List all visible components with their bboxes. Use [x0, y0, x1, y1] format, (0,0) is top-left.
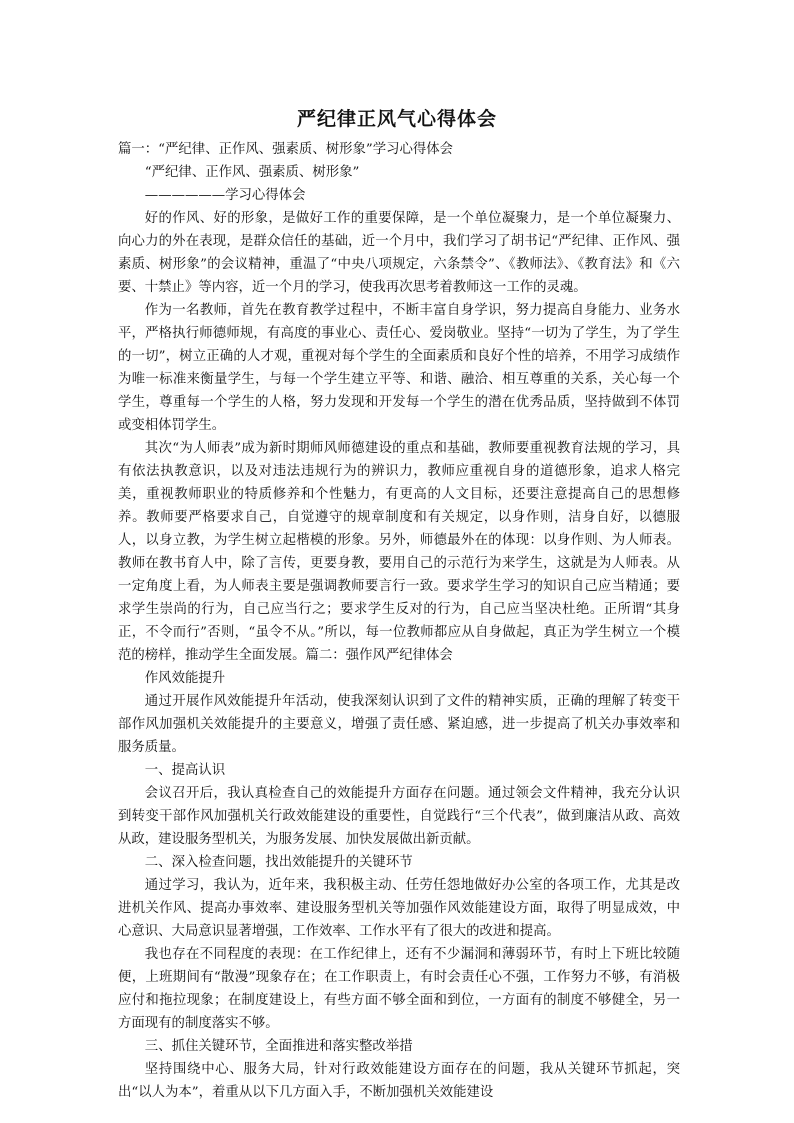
- paragraph: 通过学习，我认为，近年来，我积极主动、任劳任怨地做好办公室的各项工作，尤其是改进机关作风、提高办事效率、建设服务型机关等加强作风效能建设方面，取得了明显成效，中心意识、大局意识显著增强，工作效率、工作水平有了很大的改进和提高。: [118, 878, 680, 939]
- subtitle-dash-line: ——————学习心得体会: [144, 188, 306, 203]
- section-heading: 三、抓住关键环节，全面推进和落实整改举措: [144, 1039, 413, 1054]
- subtitle-slogan: “严纪律、正作风、强素质、树形象”: [144, 165, 360, 180]
- paragraph: 作为一名教师，首先在教育教学过程中，不断丰富自身学识，努力提高自身能力、业务水平，严格执行师德师规，有高度的事业心、责任心、爱岗敬业。坚持“一切为了学生，为了学生的一切”，树立正确的人才观，重视对每个学生的全面素质和良好个性的培养，不用学习成绩作为唯一标准来衡量学生，与每一个学生建立平等、和谐、融洽、相互尊重的关系，关心每一个学生，尊重每一个学生的人格，努力发现和开发每一个学生的潜在优秀品质，坚持做到不体罚或变相体罚学生。: [118, 303, 680, 433]
- document-body: [118, 138, 680, 1104]
- paragraph: 坚持围绕中心、服务大局，针对行政效能建设方面存在的问题，我从关键环节抓起，突出“以人为本”，着重从以下几方面入手，不断加强机关效能建设: [118, 1062, 680, 1100]
- paragraph: 通过开展作风效能提升年活动，使我深刻认识到了文件的精神实质，正确的理解了转变干部作风加强机关效能提升的主要意义，增强了责任感、紧迫感，进一步提高了机关办事效率和服务质量。: [118, 694, 680, 755]
- section-heading: 一、提高认识: [144, 763, 226, 778]
- section-heading: 作风效能提升: [144, 671, 226, 686]
- paragraph: 好的作风、好的形象，是做好工作的重要保障，是一个单位凝聚力，是一个单位凝聚力、向心力的外在表现，是群众信任的基础，近一个月中，我们学习了胡书记“严纪律、正作风、强素质、树形象”的会议精神，重温了“中央八项规定，六条禁令”、《教师法》、《教育法》和《六要、十禁止》等内容，近一个月的学习，使我再次思考着教师这一工作的灵魂。: [118, 211, 680, 295]
- page-title: 严纪律正风气心得体会: [296, 108, 497, 130]
- paragraph: 会议召开后，我认真检查自己的效能提升方面存在问题。通过领会文件精神，我充分认识到转变干部作风加强机关行政效能建设的重要性，自觉践行“三个代表”，做到廉洁从政、高效从政，建设服务型机关，为服务发展、加快发展做出新贡献。: [118, 786, 680, 847]
- section-heading: 二、深入检查问题，找出效能提升的关键环节: [144, 855, 413, 870]
- paragraph: 我也存在不同程度的表现：在工作纪律上，还有不少漏洞和薄弱环节，有时上下班比较随便，上班期间有“散漫”现象存在；在工作职责上，有时会责任心不强，工作努力不够，有消极应付和拖拉现象；在制度建设上，有些方面不够全面和到位，一方面有的制度不够健全，另一方面现有的制度落实不够。: [118, 947, 680, 1031]
- paragraph: 其次“为人师表”成为新时期师风师德建设的重点和基础，教师要重视教育法规的学习，具有依法执教意识，以及对违法违规行为的辨识力，教师应重视自身的道德形象，追求人格完美，重视教师职业的特质修养和个性魅力，有更高的人文目标，还要注意提高自己的思想修养。教师要严格要求自己，自觉遵守的规章制度和有关规定，以身作则，洁身自好，以德服人，以身立教，为学生树立起楷模的形象。另外，师德最外在的体现：以身作则、为人师表。教师在教书育人中，除了言传，更要身教，要用自己的示范行为来学生，这就是为人师表。从一定角度上看，为人师表主要是强调教师要言行一致。要求学生学习的知识自己应当精通；要求学生崇尚的行为，自己应当行之；要求学生反对的行为，自己应当坚决杜绝。正所谓“其身正，不令而行”否则，“虽令不从。”所以，每一位教师都应从自身做起，真正为学生树立一个模范的榜样，推动学生全面发展。篇二：强作风严纪律体会: [118, 441, 680, 663]
- heading-article-one: 篇一：“严纪律、正作风、强素质、树形象”学习心得体会: [118, 142, 454, 157]
